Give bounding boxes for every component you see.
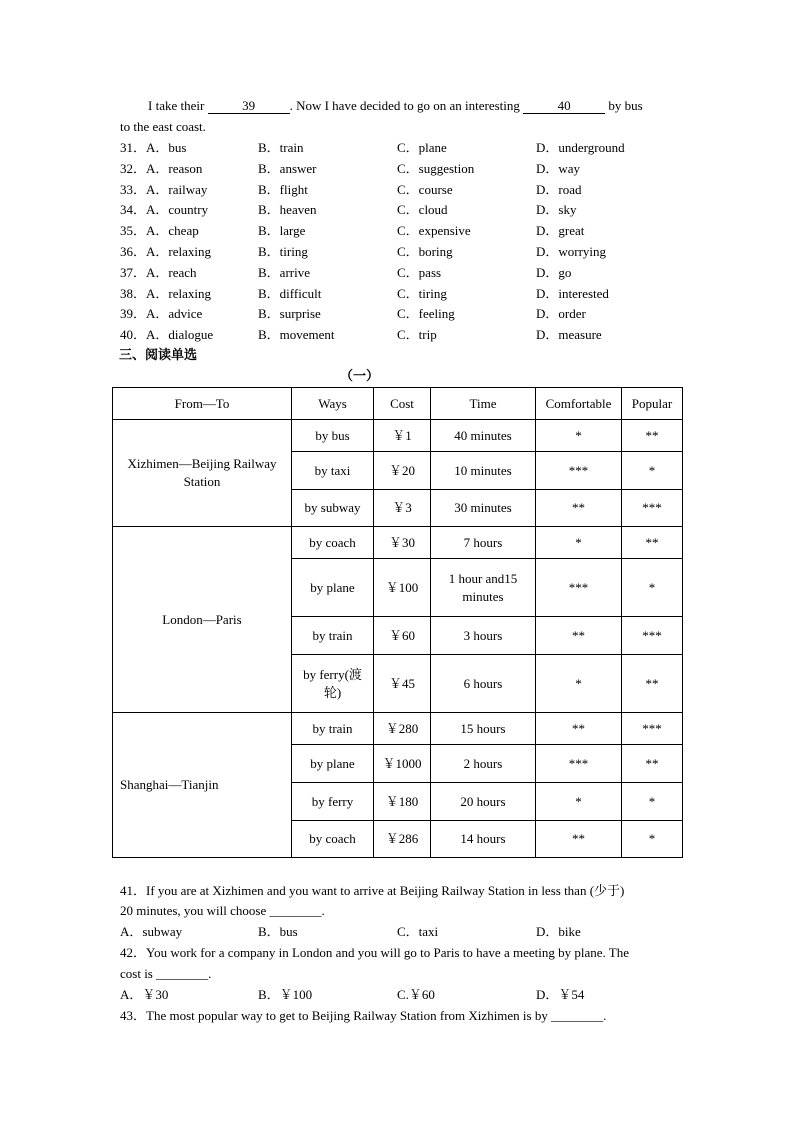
option-text: D．go <box>536 264 572 280</box>
comfort-cell: ** <box>536 821 622 858</box>
cloze-option <box>397 202 448 218</box>
cost-cell: ￥286 <box>374 821 431 858</box>
time-cell: 14 hours <box>431 821 536 858</box>
cloze-option <box>536 182 582 198</box>
q42-option-d: D．￥54 <box>536 987 585 1002</box>
cloze-option <box>536 140 625 156</box>
option-text: A．reach <box>146 264 197 280</box>
option-text: A．bus <box>146 140 187 155</box>
question-number: 38． <box>120 285 147 301</box>
option-text: D．worrying <box>536 244 607 259</box>
way-cell: by subway <box>292 490 374 527</box>
popular-cell: ** <box>622 655 683 713</box>
q41-option-d: D．bike <box>536 924 581 939</box>
time-cell: 1 hour and15 minutes <box>431 559 536 617</box>
time-cell: 3 hours <box>431 617 536 655</box>
cloze-option <box>536 306 586 322</box>
option-text: D．road <box>536 181 582 197</box>
way-cell: by bus <box>292 420 374 452</box>
comfort-cell: ** <box>536 490 622 527</box>
cloze-option <box>536 223 584 239</box>
comfort-cell: * <box>536 527 622 559</box>
cost-cell: ￥60 <box>374 617 431 655</box>
option-text: D．measure <box>536 327 602 343</box>
header-cost: Cost <box>374 388 431 420</box>
cloze-option <box>120 202 208 218</box>
cloze-option <box>258 202 316 218</box>
q41-option-a: A．subway <box>120 924 183 939</box>
option-text: A．reason <box>146 160 203 176</box>
comfort-cell: * <box>536 420 622 452</box>
blank-40: 40 <box>523 99 605 114</box>
option-text: A．dialogue <box>146 327 214 343</box>
way-cell: by ferry <box>292 783 374 821</box>
q43-line-1: 43．The most popular way to get to Beijing Railway Station from Xizhimen is by ________. <box>120 1008 607 1023</box>
option-text: A．cheap <box>146 223 199 239</box>
option-text: D．order <box>536 306 586 322</box>
question-number: 40． <box>120 327 147 343</box>
cloze-option <box>397 327 437 343</box>
option-text: C．pass <box>397 264 442 280</box>
cost-cell: ￥100 <box>374 559 431 617</box>
option-text: C．feeling <box>397 306 455 322</box>
comfort-cell: ** <box>536 617 622 655</box>
popular-cell: *** <box>622 713 683 745</box>
cloze-option <box>397 161 474 177</box>
way-cell: by train <box>292 617 374 655</box>
route-cell: Shanghai—Tianjin <box>113 713 292 858</box>
sub-heading: （一） <box>340 369 380 384</box>
header-comfortable: Comfortable <box>536 388 622 420</box>
cost-cell: ￥1000 <box>374 745 431 783</box>
passage-line-2: to the east coast. <box>120 119 206 134</box>
way-cell: by coach <box>292 527 374 559</box>
question-number: 37． <box>120 264 147 280</box>
option-text: D．interested <box>536 285 609 301</box>
option-text: B．large <box>258 223 306 239</box>
q42-option-c: C.￥60 <box>397 987 435 1002</box>
q41-option-b: B．bus <box>258 924 298 939</box>
option-text: C．boring <box>397 244 453 259</box>
popular-cell: ** <box>622 420 683 452</box>
passage-text: . Now I have decided to go on an interesting <box>289 98 520 113</box>
time-cell: 6 hours <box>431 655 536 713</box>
q42-line-2: cost is ________. <box>120 966 212 981</box>
option-text: B．arrive <box>258 264 310 280</box>
cloze-option <box>258 223 305 239</box>
cloze-option <box>120 306 202 322</box>
cloze-option <box>536 161 580 177</box>
q41-line-2: 20 minutes, you will choose ________. <box>120 903 325 918</box>
way-cell: by plane <box>292 745 374 783</box>
option-text: B．surprise <box>258 306 321 322</box>
option-text: C．expensive <box>397 223 471 239</box>
option-text: A．relaxing <box>146 244 211 259</box>
table-row <box>113 527 683 559</box>
option-text: B．difficult <box>258 285 322 301</box>
blank-39: 39 <box>208 99 290 114</box>
cloze-option <box>258 182 308 198</box>
header-popular: Popular <box>622 388 683 420</box>
time-cell: 7 hours <box>431 527 536 559</box>
option-text: D．way <box>536 160 581 176</box>
table-row <box>113 713 683 745</box>
option-text: C．trip <box>397 327 437 343</box>
table-row <box>113 420 683 452</box>
cost-cell: ￥180 <box>374 783 431 821</box>
cloze-option <box>258 265 310 281</box>
header-time: Time <box>431 388 536 420</box>
cloze-option <box>536 286 609 302</box>
transport-table <box>112 387 683 858</box>
cloze-option <box>120 286 211 302</box>
way-cell: by taxi <box>292 452 374 490</box>
passage-text: I take their <box>148 98 205 113</box>
way-cell: by plane <box>292 559 374 617</box>
cloze-option <box>258 140 304 156</box>
popular-cell: * <box>622 783 683 821</box>
cloze-option <box>258 306 321 322</box>
passage-line-1 <box>148 98 643 114</box>
time-cell: 40 minutes <box>431 420 536 452</box>
q42-line-1: 42．You work for a company in London and you will go to Paris to have a meeting by plane. The <box>120 945 629 960</box>
popular-cell: * <box>622 452 683 490</box>
option-text: B．train <box>258 140 304 155</box>
cloze-option <box>258 161 317 177</box>
option-text: B．movement <box>258 327 335 343</box>
cost-cell: ￥45 <box>374 655 431 713</box>
option-text: A．country <box>146 202 209 218</box>
time-cell: 30 minutes <box>431 490 536 527</box>
cloze-option <box>120 140 186 156</box>
route-cell: Xizhimen—Beijing Railway Station <box>113 420 292 527</box>
time-cell: 2 hours <box>431 745 536 783</box>
cloze-option <box>397 182 453 198</box>
cloze-option <box>397 306 455 322</box>
option-text: B．heaven <box>258 202 317 218</box>
section-heading: 三、阅读单选 <box>119 348 198 363</box>
option-text: C．cloud <box>397 202 448 218</box>
time-cell: 10 minutes <box>431 452 536 490</box>
route-cell: London—Paris <box>113 527 292 713</box>
cost-cell: ￥1 <box>374 420 431 452</box>
cloze-option <box>536 327 602 343</box>
question-number: 33． <box>120 181 147 197</box>
cloze-option <box>120 244 211 260</box>
cloze-option <box>120 223 199 239</box>
comfort-cell: *** <box>536 745 622 783</box>
option-text: A．relaxing <box>146 285 211 301</box>
option-text: C．plane <box>397 140 447 155</box>
popular-cell: ** <box>622 745 683 783</box>
cloze-option <box>397 244 453 260</box>
comfort-cell: * <box>536 783 622 821</box>
cloze-option <box>120 265 197 281</box>
cloze-option <box>120 182 207 198</box>
option-text: C．course <box>397 181 453 197</box>
cloze-option <box>120 161 202 177</box>
cloze-option <box>258 286 321 302</box>
option-text: C．suggestion <box>397 160 475 176</box>
comfort-cell: ** <box>536 713 622 745</box>
question-number: 31． <box>120 140 147 155</box>
time-cell: 15 hours <box>431 713 536 745</box>
question-number: 36． <box>120 244 147 259</box>
cost-cell: ￥280 <box>374 713 431 745</box>
cloze-option <box>397 286 447 302</box>
cloze-option <box>397 265 441 281</box>
q42-option-b: B．￥100 <box>258 987 313 1002</box>
popular-cell: *** <box>622 617 683 655</box>
popular-cell: * <box>622 821 683 858</box>
way-cell: by coach <box>292 821 374 858</box>
cloze-option <box>536 202 576 218</box>
cost-cell: ￥30 <box>374 527 431 559</box>
comfort-cell: *** <box>536 452 622 490</box>
time-cell: 20 hours <box>431 783 536 821</box>
cloze-option <box>397 223 471 239</box>
option-text: D．great <box>536 223 585 239</box>
cloze-option <box>536 244 606 260</box>
cloze-option <box>258 327 335 343</box>
q42-option-a: A．￥30 <box>120 987 169 1002</box>
option-text: D．underground <box>536 140 625 155</box>
table-header-row <box>113 388 683 420</box>
cost-cell: ￥3 <box>374 490 431 527</box>
question-number: 35． <box>120 223 147 239</box>
q41-line-1: 41．If you are at Xizhimen and you want to arrive at Beijing Railway Station in less than (少于) <box>120 883 625 898</box>
cloze-option <box>397 140 447 156</box>
q41-option-c: C．taxi <box>397 924 439 939</box>
option-text: B．answer <box>258 160 317 176</box>
popular-cell: * <box>622 559 683 617</box>
passage-text: by bus <box>608 98 643 113</box>
question-number: 39． <box>120 306 147 322</box>
cloze-option <box>536 265 571 281</box>
comfort-cell: * <box>536 655 622 713</box>
question-number: 34． <box>120 202 147 218</box>
option-text: D．sky <box>536 202 577 218</box>
option-text: A．railway <box>146 181 208 197</box>
option-text: B．tiring <box>258 244 308 259</box>
cloze-option <box>120 327 213 343</box>
cloze-option <box>258 244 308 260</box>
way-cell: by ferry(渡轮) <box>292 655 374 713</box>
option-text: A．advice <box>146 306 203 322</box>
comfort-cell: *** <box>536 559 622 617</box>
way-cell: by train <box>292 713 374 745</box>
popular-cell: ** <box>622 527 683 559</box>
header-from-to: From—To <box>113 388 292 420</box>
option-text: B．flight <box>258 181 308 197</box>
question-number: 32． <box>120 160 147 176</box>
popular-cell: *** <box>622 490 683 527</box>
header-ways: Ways <box>292 388 374 420</box>
cost-cell: ￥20 <box>374 452 431 490</box>
option-text: C．tiring <box>397 285 447 301</box>
